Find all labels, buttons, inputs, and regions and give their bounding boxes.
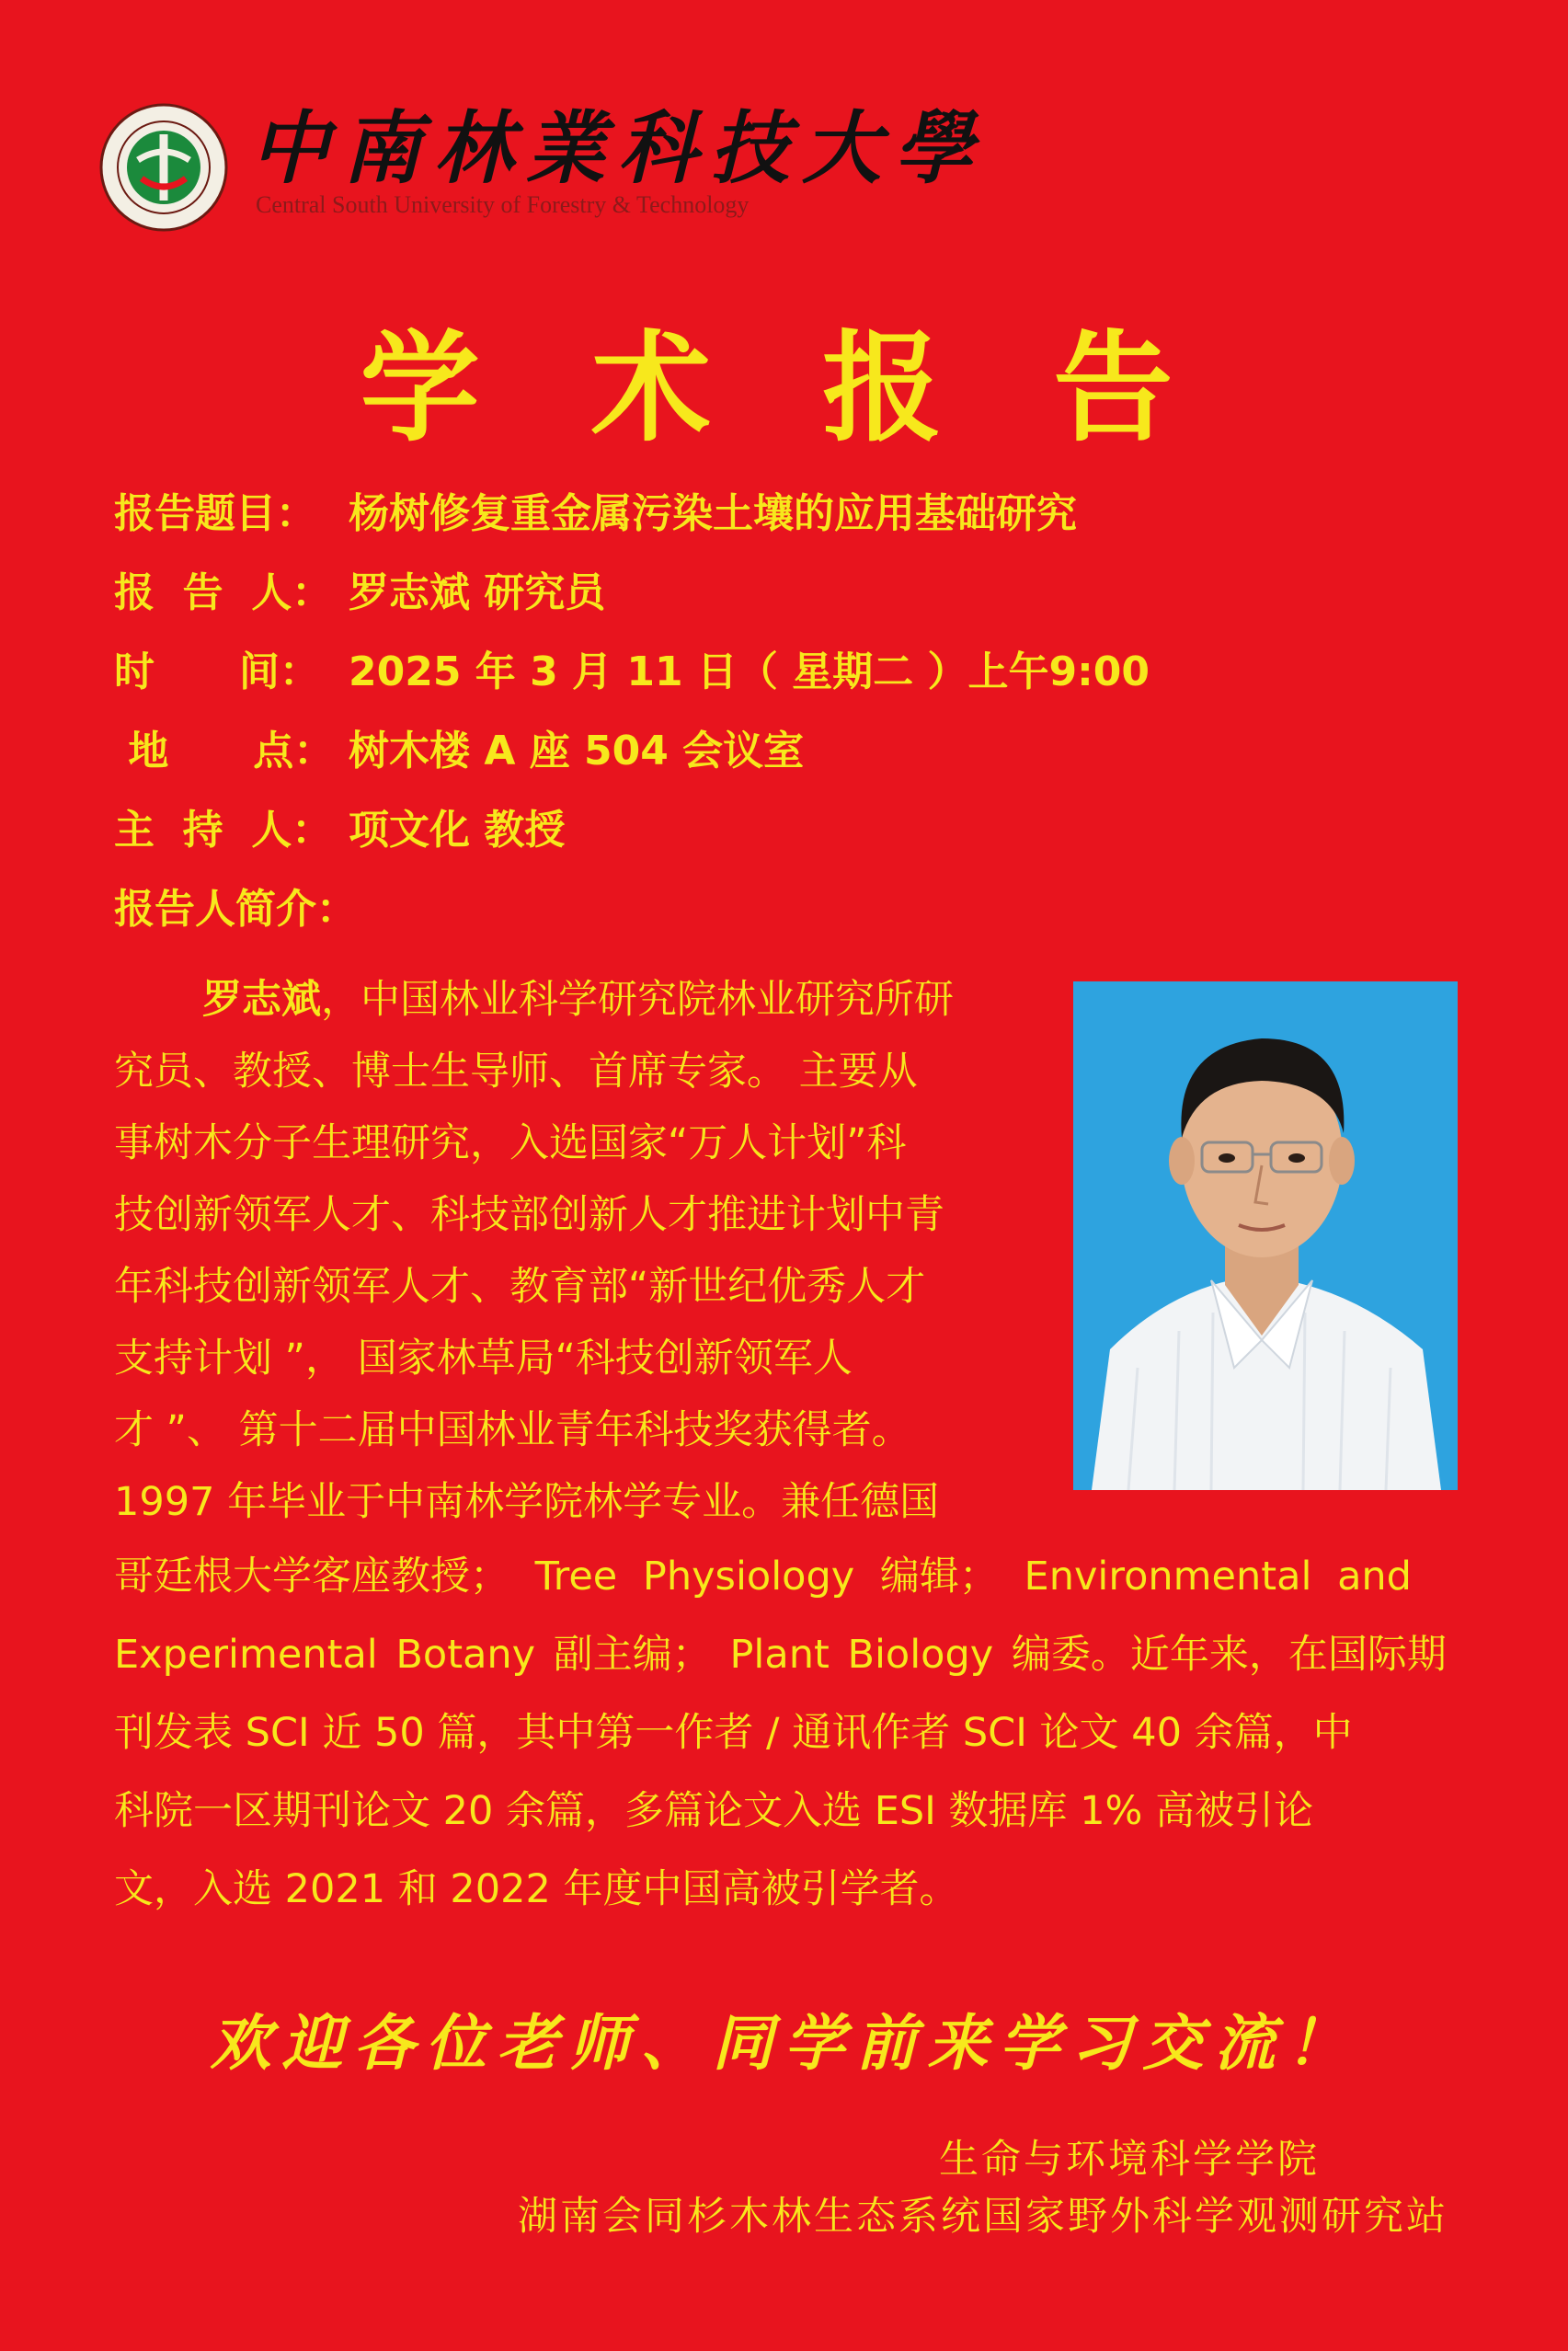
university-name-cn: 中南林業科技大學 (250, 102, 986, 195)
speaker-name: 罗志斌 (202, 977, 321, 1023)
info-value: 杨树修复重金属污染土壤的应用基础研究 (349, 490, 1077, 537)
organizer-college: 生命与环境科学学院 (939, 2137, 1320, 2183)
info-label: 时 间： (114, 648, 320, 695)
bio-line: 刊发表 SCI 近 50 篇，其中第一作者 / 通讯作者 SCI 论文 40 余篇，中 (114, 1710, 1353, 1756)
welcome-message: 欢迎各位老师、同学前来学习交流！ (210, 2007, 1358, 2079)
info-row-topic (114, 480, 1077, 539)
poster-title: 学 术 报 告 (360, 317, 1208, 458)
info-row-host (114, 797, 565, 855)
bio-line: 文，入选 2021 和 2022 年度中国高被引学者。 (114, 1866, 959, 1912)
info-value: 罗志斌 研究员 (349, 569, 606, 616)
info-row-location (114, 717, 804, 776)
info-value: 项文化 教授 (349, 807, 566, 854)
info-row-time (114, 638, 1150, 697)
bio-line: 罗志斌，中国林业科学研究院林业研究所研 (202, 977, 954, 1023)
bio-line: 1997 年毕业于中南林学院林学专业。兼任德国 (114, 1479, 940, 1525)
bio-line: 年科技创新领军人才、教育部“新世纪优秀人才 (114, 1264, 926, 1310)
bio-line: 技创新领军人才、科技部创新人才推进计划中青 (114, 1192, 944, 1238)
bio-line: Experimental Botany 副主编； Plant Biology 编委。近年来，在国际期 (114, 1632, 1447, 1678)
info-label: 地 点： (114, 728, 335, 774)
info-label: 主 持 人： (114, 807, 333, 854)
bio-paragraph-continued (114, 1538, 1457, 1929)
speaker-photo (1073, 981, 1458, 1490)
university-name-en: Central South University of Forestry & Technology (256, 191, 750, 218)
bio-paragraph (114, 964, 1061, 1538)
bio-line: 哥廷根大学客座教授； Tree Physiology 编辑； Environmental and (114, 1554, 1412, 1600)
bio-line: 事树木分子生理研究，入选国家“万人计划”科 (114, 1120, 907, 1166)
university-seal-icon (99, 103, 228, 232)
bio-line: 支持计划 ”， 国家林草局“科技创新领军人 (114, 1336, 853, 1382)
info-value: 2025 年 3 月 11 日（ 星期二 ）上午9:00 (349, 648, 1150, 695)
info-row-bio-heading (114, 876, 357, 935)
info-row-speaker (114, 559, 605, 618)
organizer-station: 湖南会同杉木林生态系统国家野外科学观测研究站 (518, 2194, 1448, 2240)
info-label: 报告题目： (114, 490, 316, 537)
bio-heading: 报告人简介： (114, 886, 357, 933)
info-value: 树木楼 A 座 504 会议室 (349, 728, 805, 774)
bio-line: 究员、教授、博士生导师、首席专家。 主要从 (114, 1049, 918, 1095)
bio-line: 才 ”、 第十二届中国林业青年科技奖获得者。 (114, 1407, 911, 1453)
bio-line: 科院一区期刊论文 20 余篇，多篇论文入选 ESI 数据库 1% 高被引论 (114, 1788, 1314, 1834)
info-label: 报 告 人： (114, 569, 333, 616)
